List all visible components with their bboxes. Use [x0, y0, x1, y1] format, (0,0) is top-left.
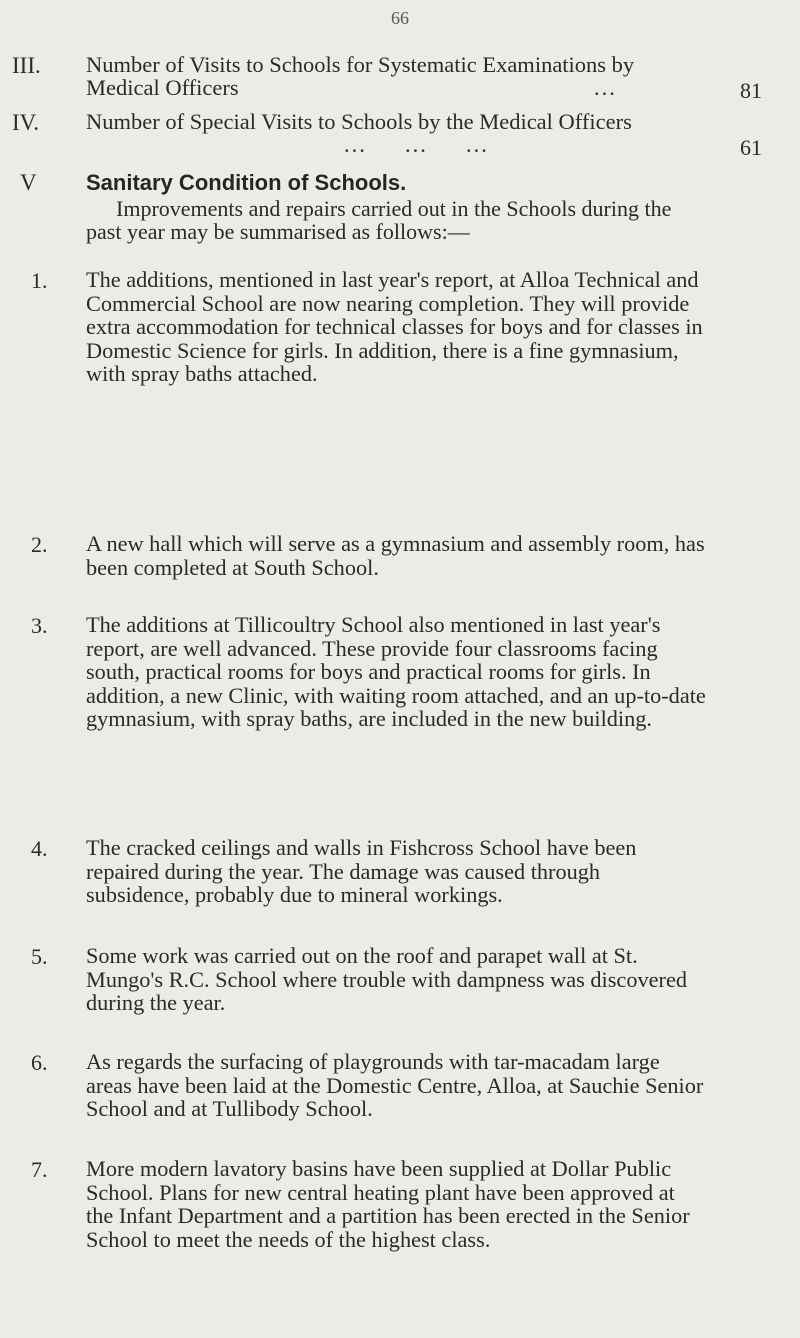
- item-text: More modern lavatory basins have been supplied at Dollar Public School. Plans for new central heating plant have been approved at the Infant Department and a partition has been erected in the Senior School to meet the needs of the highest class.: [86, 1156, 690, 1252]
- item-number: 1.: [31, 268, 48, 293]
- section-intro: Improvements and repairs carried out in the Schools during the past year may be summarised as follows:—: [86, 196, 672, 244]
- item-number: 4.: [31, 836, 48, 861]
- entry-numeral: IV.: [12, 110, 40, 135]
- entry-leaders: ... ... ...: [344, 132, 489, 157]
- entry-title-text: Number of Visits to Schools for Systematic Examinations by Medical Officers: [86, 52, 635, 100]
- item-number: 7.: [31, 1157, 48, 1182]
- section-numeral: V: [20, 170, 37, 195]
- page-number: 66: [391, 8, 409, 28]
- entry-leaders: ...: [594, 75, 617, 100]
- entry-title: [86, 53, 686, 99]
- item-number: 5.: [31, 944, 48, 969]
- entry-title-text: Number of Special Visits to Schools by the Medical Officers: [86, 109, 632, 134]
- item-number: 3.: [31, 613, 48, 638]
- item-text: The additions at Tillicoultry School also mentioned in last year's report, are well advanced. These provide four classrooms facing south, practical rooms for boys and practical rooms for girls. In addition, a new Clinic, with waiting room attached, and an up-to-date gymnasium, with spray baths, are included in the new building.: [86, 612, 706, 731]
- item-text: Some work was carried out on the roof and parapet wall at St. Mungo's R.C. School where trouble with dampness was discovered during the year.: [86, 943, 687, 1015]
- item-text: The cracked ceilings and walls in Fishcross School have been repaired during the year. The damage was caused through subsidence, probably due to mineral workings.: [86, 835, 637, 907]
- entry-numeral: III.: [12, 53, 41, 78]
- item-text: As regards the surfacing of playgrounds with tar-macadam large areas have been laid at the Domestic Centre, Alloa, at Sauchie Senior School and at Tullibody School.: [86, 1049, 704, 1121]
- entry-page-ref: 61: [740, 135, 762, 160]
- item-text: The additions, mentioned in last year's report, at Alloa Technical and Commercial School are now nearing completion. They will provide extra accommodation for technical classes for boys and for classes in Domestic Science for girls. In addition, there is a fine gymnasium, with spray baths attached.: [86, 267, 703, 386]
- item-text: A new hall which will serve as a gymnasium and assembly room, has been completed at South School.: [86, 531, 705, 580]
- entry-title: [86, 109, 686, 157]
- item-number: 6.: [31, 1050, 48, 1075]
- section-heading: Sanitary Condition of Schools.: [86, 170, 407, 195]
- item-number: 2.: [31, 532, 48, 557]
- entry-page-ref: 81: [740, 78, 762, 103]
